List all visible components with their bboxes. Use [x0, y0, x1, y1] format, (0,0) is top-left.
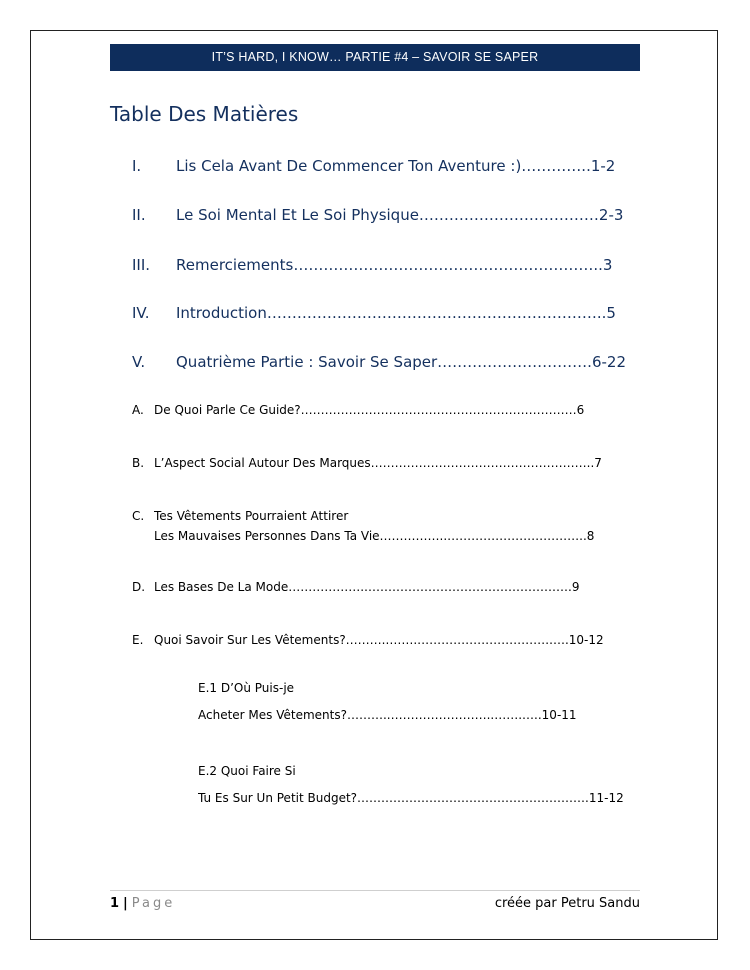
- toc-subentry[interactable]: [198, 679, 638, 725]
- toc-entry-text: Remerciements……………………………………………………..3: [176, 256, 613, 274]
- toc-entry-roman[interactable]: [132, 253, 640, 277]
- toc-entry-roman[interactable]: [132, 350, 640, 374]
- toc-entry-text-continued: Les Mauvaises Personnes Dans Ta Vie……………..……………………………..8: [154, 529, 595, 543]
- toc-entry-text: Introduction…………………………………………………………..5: [176, 304, 616, 322]
- toc-entry-letter[interactable]: [132, 507, 640, 547]
- footer-separator: |: [123, 896, 128, 911]
- toc-subentry[interactable]: [198, 762, 638, 808]
- toc-subentry-text-continued: Tu Es Sur Un Petit Budget?………………………………………………….11-12: [198, 791, 624, 805]
- toc-entry-number: III.: [132, 256, 151, 274]
- toc-entry-number: I.: [132, 157, 142, 175]
- toc-entry-letter-label: D.: [132, 580, 146, 594]
- toc-entry-number: IV.: [132, 304, 150, 322]
- toc-entry-text: Tes Vêtements Pourraient Attirer: [154, 509, 349, 523]
- footer-author: créée par Petru Sandu: [494, 896, 640, 911]
- toc-entry-roman[interactable]: [132, 301, 640, 325]
- toc-entry-letter-label: B.: [132, 456, 145, 470]
- toc-subentry-text: E.2 Quoi Faire Si: [198, 764, 296, 778]
- toc-entry-text: Quatrième Partie : Savoir Se Saper………………………….6-22: [176, 353, 626, 371]
- toc-subentry-text: E.1 D’Où Puis-je: [198, 681, 295, 695]
- toc-entry-roman[interactable]: [132, 203, 640, 227]
- footer-divider: [110, 890, 640, 891]
- page-word: Page: [131, 896, 176, 911]
- toc-entry-roman[interactable]: [132, 154, 640, 178]
- toc-title: Table Des Matières: [110, 102, 299, 126]
- toc-entry-text: Lis Cela Avant De Commencer Ton Aventure :)…………..1-2: [176, 157, 616, 175]
- toc-entry-text: Les Bases De La Mode……………….…………………………………………….9: [154, 580, 580, 594]
- toc-entry-text: Le Soi Mental Et Le Soi Physique………………………………2-3: [176, 206, 624, 224]
- toc-entry-text: De Quoi Parle Ce Guide?……………………………………………………………6: [154, 403, 585, 417]
- toc-entry-letter-label: C.: [132, 509, 145, 523]
- toc-subentry-text-continued: Acheter Mes Vêtements?………..……………………..…….…..10-11: [198, 708, 577, 722]
- toc-entry-number: V.: [132, 353, 146, 371]
- toc-entry-text: L’Aspect Social Autour Des Marques………………………………………………..7: [154, 456, 602, 470]
- toc-entry-letter-label: A.: [132, 403, 144, 417]
- toc-entry-letter-label: E.: [132, 633, 144, 647]
- toc-entry-text: Quoi Savoir Sur Les Vêtements?………..…….…………………………….….10-12: [154, 633, 604, 647]
- running-header: IT’S HARD, I KNOW… PARTIE #4 – SAVOIR SE SAPER: [110, 44, 640, 71]
- toc-entry-number: II.: [132, 206, 146, 224]
- footer-page-label: [110, 895, 175, 913]
- page-number: 1: [110, 896, 120, 911]
